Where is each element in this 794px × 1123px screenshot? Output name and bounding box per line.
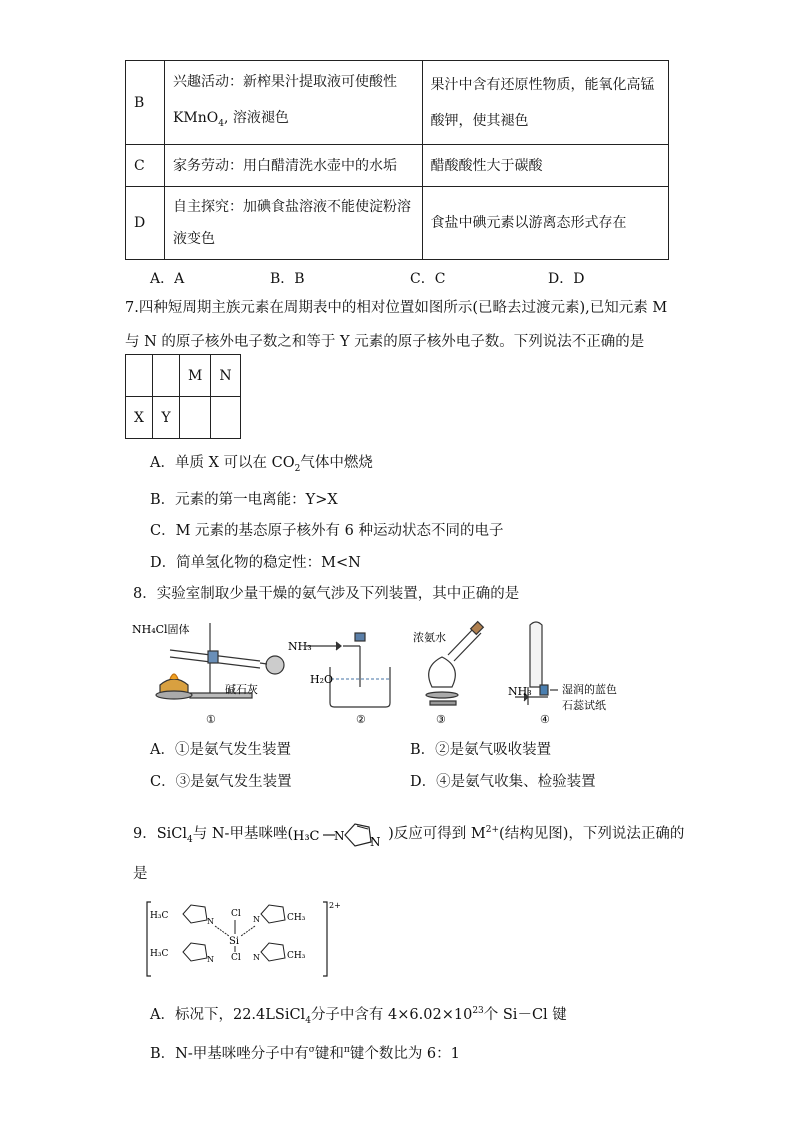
grid-cell-n: N	[211, 355, 240, 397]
grid-cell	[180, 397, 211, 439]
svg-text:Si: Si	[229, 936, 240, 947]
label-conc-ammonia: 浓氨水	[413, 631, 446, 644]
row-label: D	[126, 187, 165, 260]
table-cell: 自主探究：加碘食盐溶液不能使淀粉溶 液变色	[164, 187, 422, 260]
label-nh4cl: NH₄Cl固体	[132, 623, 190, 636]
svg-text:H₃C: H₃C	[150, 949, 169, 959]
complex-structure	[145, 898, 345, 980]
table-cell: 醋酸酸性大于碳酸	[422, 145, 669, 187]
svg-text:H₃C: H₃C	[150, 911, 169, 921]
apparatus-figure	[130, 615, 670, 725]
svg-text:N: N	[253, 915, 260, 924]
svg-text:CH₃: CH₃	[287, 913, 306, 923]
apparatus-2	[306, 633, 390, 707]
svg-text:Cl: Cl	[231, 953, 241, 963]
label-fig-4: ④	[540, 713, 550, 725]
q7-option-a[interactable]: A．单质 X 可以在 $CO_2$气体中燃烧	[150, 455, 373, 474]
svg-text:CH₃: CH₃	[287, 951, 306, 961]
table-cell: 果汁中含有还原性物质，能氧化高锰 酸钾，使其褪色	[422, 61, 669, 145]
table-row	[126, 187, 669, 260]
q6-option-a[interactable]: A．A	[150, 271, 185, 287]
q7-option-c[interactable]: C．M 元素的基态原子核外有 6 种运动状态不同的电子	[150, 523, 504, 539]
svg-text:Cl: Cl	[231, 909, 241, 919]
grid-cell	[126, 355, 153, 397]
table-row	[126, 145, 669, 187]
grid-cell	[211, 397, 240, 439]
svg-text:N: N	[370, 835, 381, 849]
svg-text:N: N	[253, 953, 260, 962]
q9-option-a[interactable]: A．标况下，22.4LSiCl$_4$分子中含有 $4\times 6.02\times 10^{23}$个 Si－Cl 键	[150, 1006, 567, 1026]
q8-option-b[interactable]: B．②是氨气吸收装置	[410, 742, 552, 758]
q6-table	[125, 60, 669, 260]
svg-text:N: N	[334, 829, 345, 843]
grid-cell-m: M	[180, 355, 211, 397]
q6-option-b[interactable]: B．B	[270, 271, 305, 287]
label-nh3-4: NH₃	[508, 685, 532, 698]
label-fig-3: ③	[436, 713, 446, 725]
label-lime: 碱石灰	[225, 683, 258, 696]
q7-stem-line1: 7.四种短周期主族元素在周期表中的相对位置如图所示(已略去过渡元素),已知元素 M	[125, 300, 668, 316]
row-label: C	[126, 145, 165, 187]
q7-stem-line2: 与 N 的原子核外电子数之和等于 Y 元素的原子核外电子数。下列说法不正确的是	[125, 334, 645, 350]
q7-option-b[interactable]: B．元素的第一电离能：Y>X	[150, 492, 338, 508]
row-label: B	[126, 61, 165, 145]
grid-cell-x: X	[126, 397, 153, 439]
table-row	[126, 61, 669, 145]
label-fig-1: ①	[206, 713, 216, 725]
label-litmus-1: 湿润的蓝色	[562, 683, 617, 696]
q8-stem: 8．实验室制取少量干燥的氨气涉及下列装置，其中正确的是	[133, 586, 520, 602]
q9-stem-line1: 9．SiCl$_4$与 N-甲基咪唑( H₃C N N )反应可得到 $M^{2+}$(结构见图)，下列说法正确的	[133, 816, 684, 852]
svg-text:N: N	[207, 955, 214, 964]
label-h2o: H₂O	[310, 673, 334, 686]
q7-option-d[interactable]: D．简单氢化物的稳定性：M<N	[150, 555, 361, 571]
table-cell: 食盐中碘元素以游离态形式存在	[422, 187, 669, 260]
q6-option-d[interactable]: D．D	[548, 271, 585, 287]
q6-option-c[interactable]: C．C	[410, 271, 446, 287]
q8-option-c[interactable]: C．③是氨气发生装置	[150, 774, 292, 790]
svg-text:H₃C: H₃C	[293, 829, 320, 844]
label-nh3-2: NH₃	[288, 640, 312, 653]
grid-cell	[153, 355, 180, 397]
svg-text:N: N	[207, 917, 214, 926]
n-methylimidazole-structure	[293, 816, 388, 852]
q9-stem-line2: 是	[133, 866, 148, 882]
q8-option-d[interactable]: D．④是氨气收集、检验装置	[410, 774, 596, 790]
q9-option-b[interactable]: B．N-甲基咪唑分子中有$^\sigma$键和$^\pi$键个数比为 6：1	[150, 1045, 460, 1062]
label-litmus-2: 石蕊试纸	[562, 699, 606, 712]
q8-option-a[interactable]: A．①是氨气发生装置	[150, 742, 291, 758]
table-cell: 家务劳动：用白醋清洗水壶中的水垢	[164, 145, 422, 187]
svg-text:2+: 2+	[329, 901, 341, 910]
grid-cell-y: Y	[153, 397, 180, 439]
label-fig-2: ②	[356, 713, 366, 725]
periodic-grid	[125, 354, 241, 439]
table-cell: 兴趣活动：新榨果汁提取液可使酸性 KMnO$_4$, 溶液褪色	[164, 61, 422, 145]
